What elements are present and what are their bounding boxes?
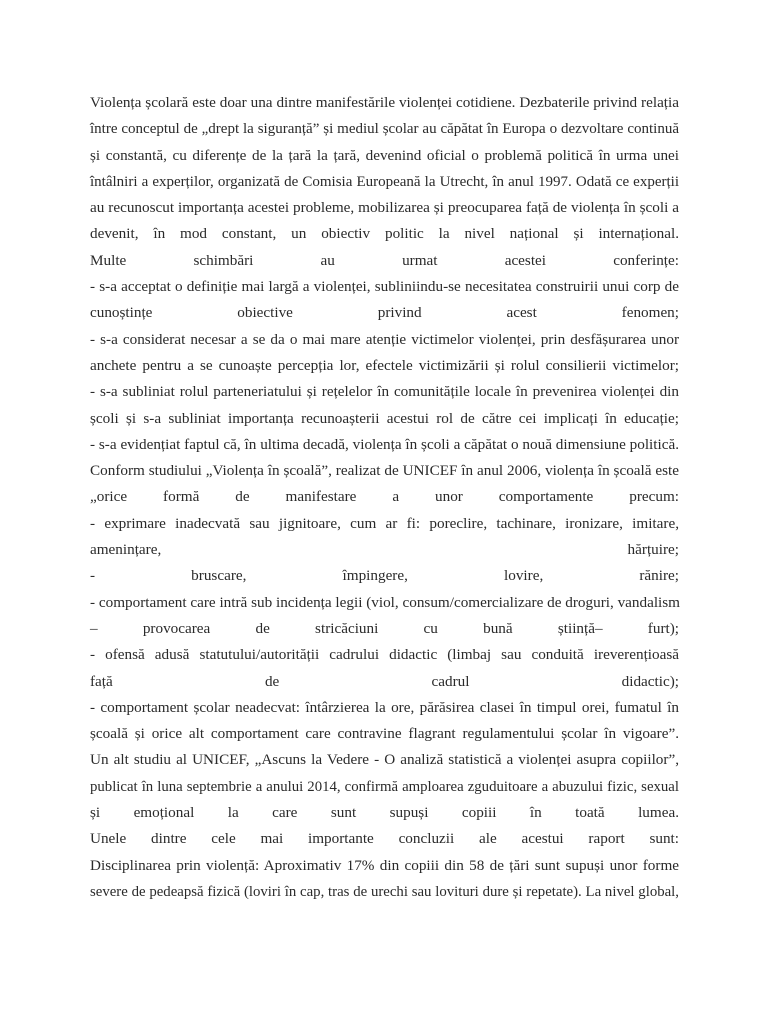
- text-line: - s-a acceptat o definiție mai largă a violenței, subliniindu-se necesitatea construirii unui corp de: [90, 278, 679, 296]
- text-line: „orice formă de manifestare a unor comportamente precum:: [90, 488, 679, 506]
- text-line: - ofensă adusă statutului/autorității cadrului didactic (limbaj sau conduită ireverențioasă: [90, 646, 679, 664]
- text-line: - bruscare, împingere, lovire, rănire;: [90, 567, 679, 585]
- text-line: au recunoscut importanța acestei probleme, mobilizarea și preocuparea față de violența în școli a: [90, 199, 679, 217]
- text-line: publicat în luna septembrie a anului 2014, confirmă amploarea zguduitoare a abuzului fizic, sexual: [90, 778, 679, 795]
- text-line: Unele dintre cele mai importante concluzii ale acestui raport sunt:: [90, 830, 679, 848]
- text-line: Conform studiului „Violența în școală”, realizat de UNICEF în anul 2006, violența în școală este: [90, 462, 679, 480]
- text-line: Disciplinarea prin violență: Aproximativ 17% din copiii din 58 de țări sunt supuși unor forme: [90, 856, 679, 874]
- text-line: - s-a evidențiat faptul că, în ultima decadă, violența în școli a căpătat o nouă dimensiune politică.: [90, 435, 679, 453]
- text-line: – provocarea de stricăciuni cu bună știință– furt);: [90, 619, 679, 637]
- text-line: Multe schimbări au urmat acestei conferințe:: [90, 251, 679, 269]
- text-line: - exprimare inadecvată sau jignitoare, cum ar fi: poreclire, tachinare, ironizare, imitare,: [90, 514, 679, 532]
- text-line: între conceptul de „drept la siguranță” și mediul școlar au căpătat în Europa o dezvoltare continuă: [90, 121, 679, 138]
- text-line: școală și orice alt comportament care contravine flagrant regulamentului școlar în vigoare”.: [90, 725, 679, 743]
- text-line: Un alt studiu al UNICEF, „Ascuns la Vedere - O analiză statistică a violenței asupra copiilor”,: [90, 751, 679, 769]
- text-line: - s-a subliniat rolul parteneriatului și rețelelor în comunitățile locale în prevenirea violenței din: [90, 383, 679, 401]
- text-line: și constantă, cu diferențe de la țară la țară, devenind oficial o problemă politică în urma unei: [90, 146, 679, 164]
- text-line: Violența școlară este doar una dintre manifestările violenței cotidiene. Dezbaterile privind relația: [90, 94, 679, 111]
- body-text: [90, 90, 679, 905]
- text-line: - comportament care intră sub incidența legii (viol, consum/comercializare de droguri, vandalism: [90, 593, 680, 611]
- text-line: severe de pedeapsă fizică (loviri în cap, tras de urechi sau lovituri dure și repetate). La nivel global,: [90, 883, 679, 900]
- text-line: și emoțional la care sunt supuși copiii în toată lumea.: [90, 804, 679, 822]
- text-line: - s-a considerat necesar a se da o mai mare atenție victimelor violenței, prin desfășurarea unor: [90, 330, 679, 348]
- text-line: - comportament școlar neadecvat: întârzierea la ore, părăsirea clasei în timpul orei, fumatul în: [90, 698, 679, 716]
- text-line: amenințare, hărțuire;: [90, 541, 679, 559]
- text-line: față de cadrul didactic);: [90, 672, 679, 690]
- text-line: cunoștințe obiective privind acest fenomen;: [90, 304, 679, 322]
- text-line: întâlniri a experților, organizată de Comisia Europeană la Utrecht, în anul 1997. Odată ce experții: [90, 173, 679, 190]
- text-line: anchete pentru a se cunoaște percepția lor, efectele victimizării și rolul consilierii victimelor;: [90, 356, 679, 374]
- text-line: școli și s-a subliniat importanța recunoașterii acestui rol de către cei implicați în educație;: [90, 409, 679, 427]
- text-line: devenit, în mod constant, un obiectiv politic la nivel național și internațional.: [90, 225, 679, 243]
